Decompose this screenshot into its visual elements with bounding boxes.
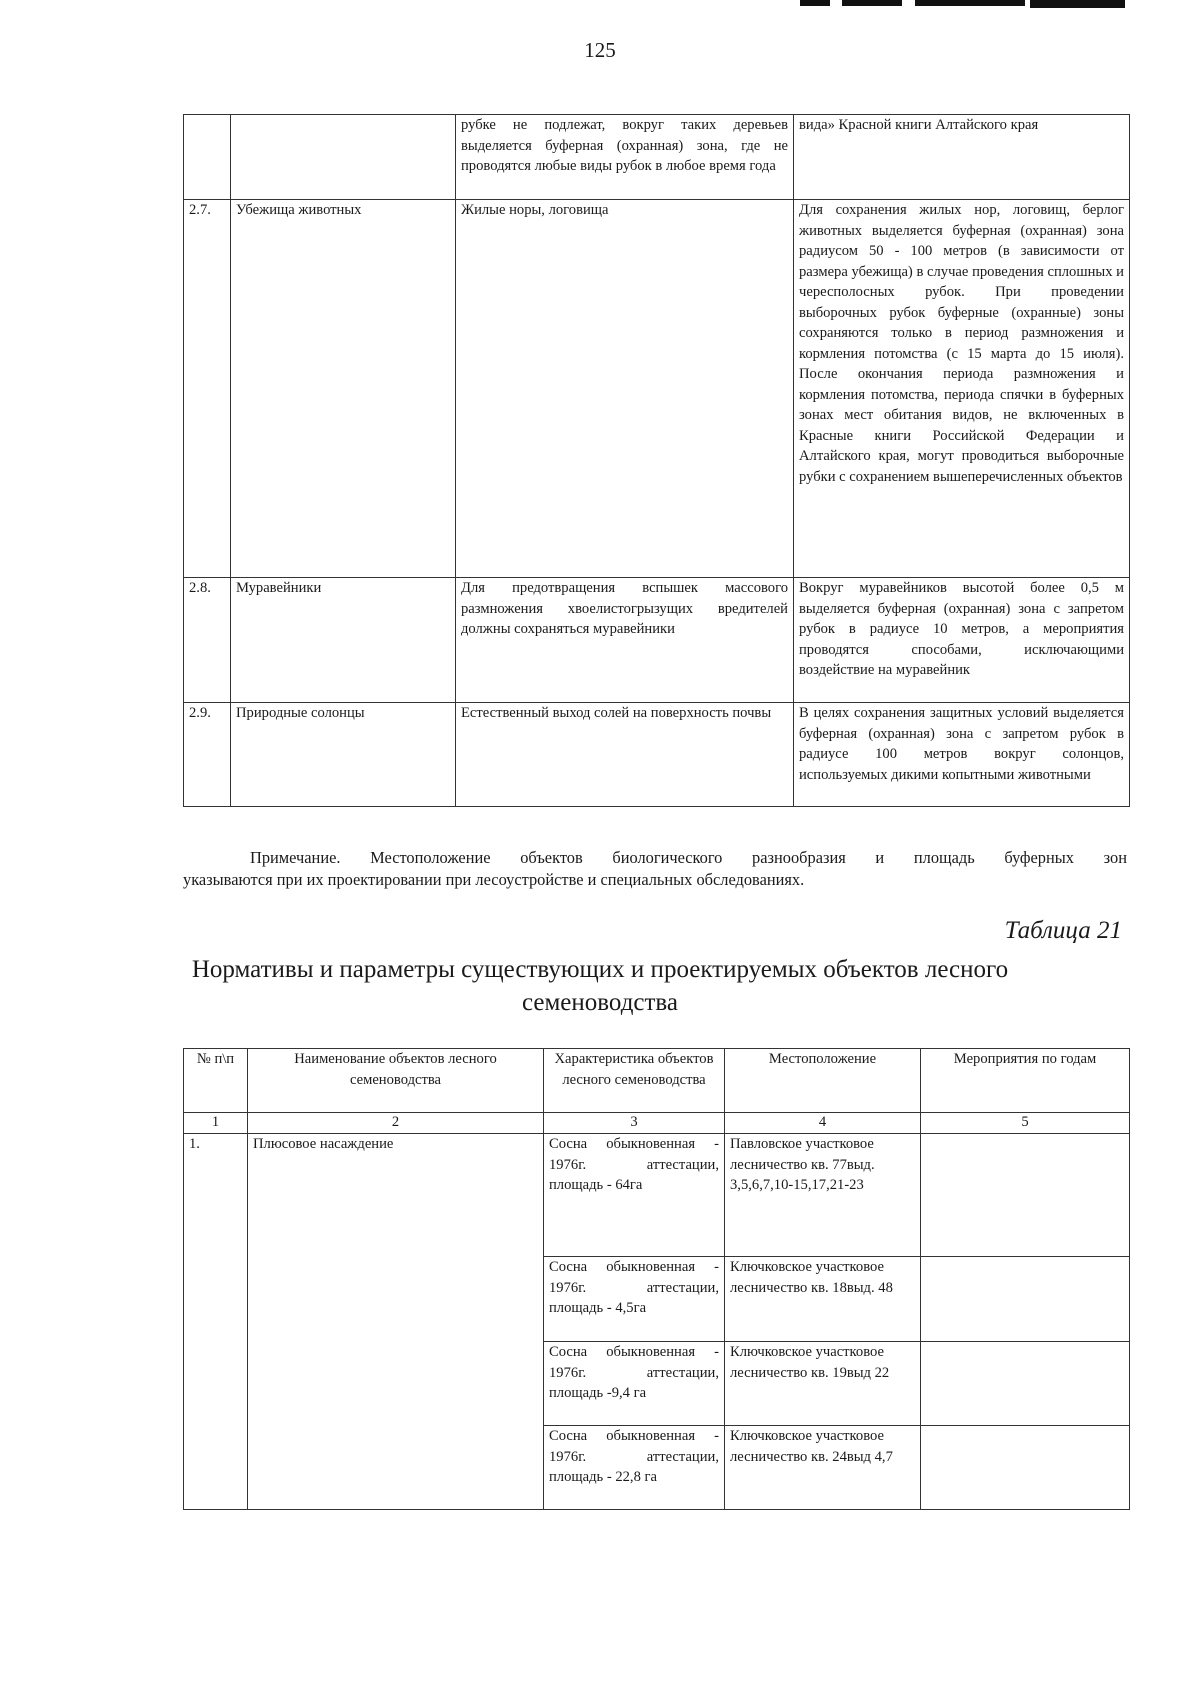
scan-artifact <box>1030 0 1125 8</box>
table-row <box>184 115 1130 200</box>
object-description: Для предотвращения вспышек массового размножения хвоелистогрызущих вредителей должны сохраняться муравейники <box>456 578 794 703</box>
table-row <box>184 578 1130 703</box>
header-measures: Мероприятия по годам <box>921 1049 1130 1113</box>
table-label: Таблица 21 <box>1004 917 1122 944</box>
table-title: Нормативы и параметры существующих и проектируемых объектов лесного семеноводства <box>191 956 1009 1016</box>
object-name: Муравейники <box>231 578 456 703</box>
measures-cell <box>921 1134 1130 1257</box>
scan-artifact <box>915 0 1025 6</box>
row-number: 2.8. <box>184 578 231 703</box>
measures-cell <box>921 1257 1130 1342</box>
location-cell: Ключковское участковое лесничество кв. 19выд 22 <box>725 1342 921 1426</box>
col-number: 2 <box>248 1113 544 1134</box>
biodiversity-objects-table <box>183 114 1130 807</box>
row-number: 1. <box>184 1134 248 1510</box>
location-cell: Ключковское участковое лесничество кв. 18выд. 48 <box>725 1257 921 1342</box>
object-description: рубке не подлежат, вокруг таких деревьев выделяется буферная (охранная) зона, где не проводятся любые виды рубок в любое время года <box>456 115 794 200</box>
note-line-1: Примечание. Местоположение объектов биологического разнообразия и площадь буферных зон <box>250 848 1127 867</box>
object-measures: Вокруг муравейников высотой более 0,5 м выделяется буферная (охранная) зона с запретом рубок в радиусе 10 метров, а мероприятия проводятся способами, исключающими воздействие на муравейник <box>794 578 1130 703</box>
header-row <box>184 1049 1130 1113</box>
characteristic-cell: Сосна обыкновенная - 1976г. аттестации, площадь - 22,8 га <box>544 1426 725 1510</box>
measures-cell <box>921 1342 1130 1426</box>
scan-artifact <box>842 0 902 6</box>
header-name: Наименование объектов лесного семеноводства <box>248 1049 544 1113</box>
object-description: Естественный выход солей на поверхность почвы <box>456 703 794 807</box>
row-number: 2.9. <box>184 703 231 807</box>
col-number: 3 <box>544 1113 725 1134</box>
row-number <box>184 115 231 200</box>
object-description: Жилые норы, логовища <box>456 200 794 578</box>
measures-cell <box>921 1426 1130 1510</box>
object-measures: вида» Красной книги Алтайского края <box>794 115 1130 200</box>
object-measures: В целях сохранения защитных условий выделяется буферная (охранная) зона с запретом рубок в радиусе 100 метров вокруг солонцов, используемых дикими копытными животными <box>794 703 1130 807</box>
page-number: 125 <box>584 38 616 62</box>
characteristic-cell: Сосна обыкновенная - 1976г. аттестации, площадь - 64га <box>544 1134 725 1257</box>
table-note <box>183 847 1127 891</box>
location-cell: Павловское участковое лесничество кв. 77выд. 3,5,6,7,10-15,17,21-23 <box>725 1134 921 1257</box>
row-number: 2.7. <box>184 200 231 578</box>
header-number: № п\п <box>184 1049 248 1113</box>
column-number-row <box>184 1113 1130 1134</box>
object-name: Природные солонцы <box>231 703 456 807</box>
table-row <box>184 703 1130 807</box>
table-row <box>184 200 1130 578</box>
scan-artifact <box>800 0 830 6</box>
object-name: Плюсовое насаждение <box>248 1134 544 1510</box>
col-number: 5 <box>921 1113 1130 1134</box>
characteristic-cell: Сосна обыкновенная - 1976г. аттестации, площадь -9,4 га <box>544 1342 725 1426</box>
col-number: 1 <box>184 1113 248 1134</box>
object-name: Убежища животных <box>231 200 456 578</box>
header-characteristic: Характеристика объектов лесного семеноводства <box>544 1049 725 1113</box>
note-line-2: указываются при их проектировании при лесоустройстве и специальных обследованиях. <box>183 870 805 889</box>
col-number: 4 <box>725 1113 921 1134</box>
table-row <box>184 1134 1130 1257</box>
location-cell: Ключковское участковое лесничество кв. 24выд 4,7 <box>725 1426 921 1510</box>
characteristic-cell: Сосна обыкновенная - 1976г. аттестации, площадь - 4,5га <box>544 1257 725 1342</box>
header-location: Местоположение <box>725 1049 921 1113</box>
seed-production-table <box>183 1048 1130 1510</box>
object-measures: Для сохранения жилых нор, логовищ, берлог животных выделяется буферная (охранная) зона радиусом 50 - 100 метров (в зависимости от размера убежища) в случае проведения сплошных и чересполосных рубок. При проведении выборочных рубок буферные (охранные) зоны сохраняются только в период размножения и кормления потомства (с 15 марта до 15 июля). После окончания периода размножения и кормления потомства, периода спячки в буферных зонах мест обитания видов, не включенных в Красные книги Российской Федерации и Алтайского края, могут проводиться выборочные рубки с сохранением вышеперечисленных объектов <box>794 200 1130 578</box>
object-name <box>231 115 456 200</box>
